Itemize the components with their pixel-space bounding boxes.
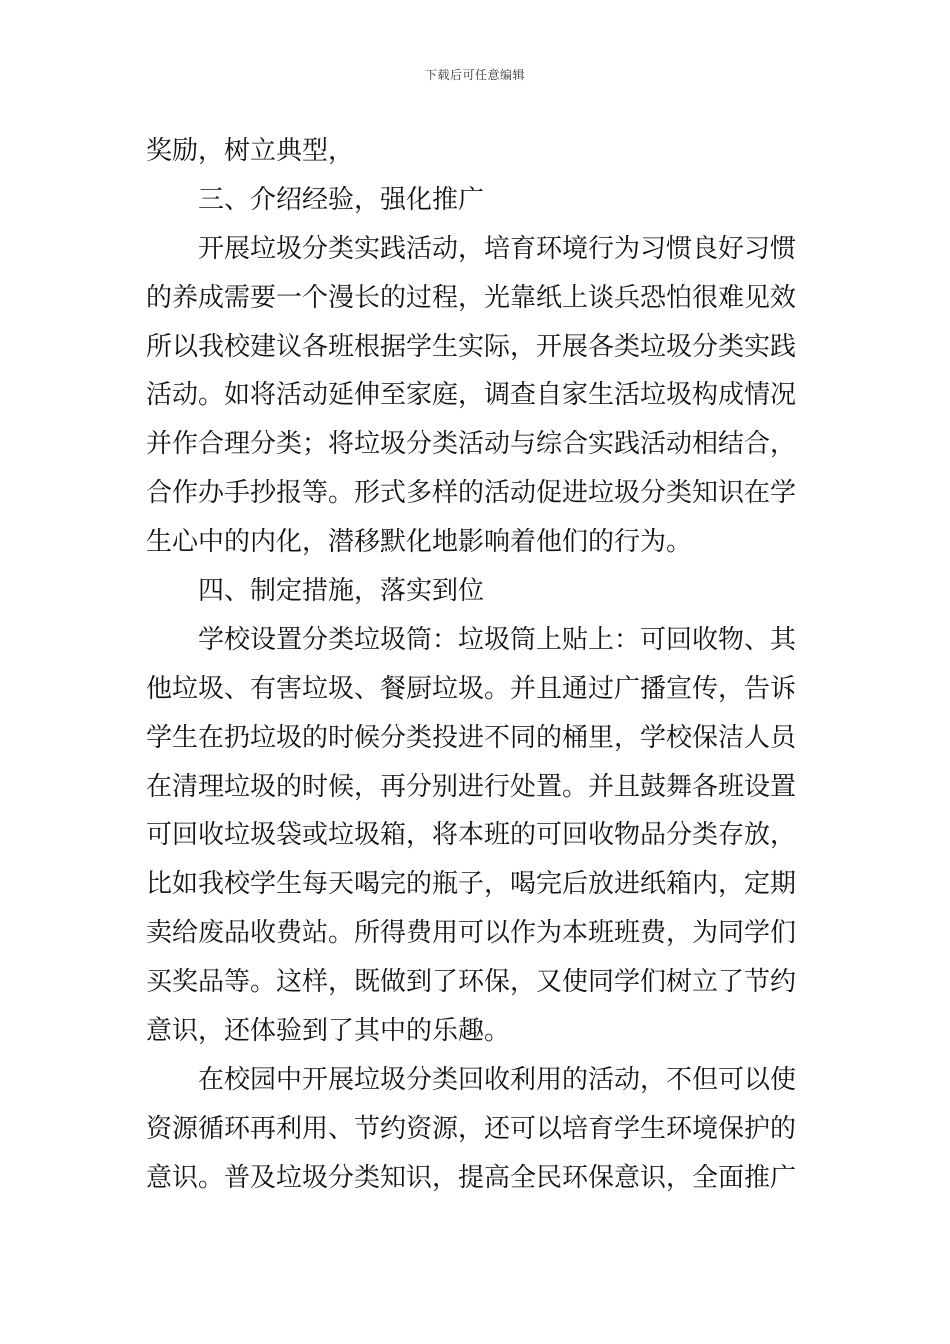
text-line: 意识。普及垃圾分类知识，提高全民环保意识，全面推广	[146, 1162, 797, 1193]
text-line: 买奖品等。这样，既做到了环保，又使同学们树立了节约	[146, 967, 797, 998]
text-line: 卖给废品收费站。所得费用可以作为本班班费，为同学们	[146, 918, 797, 949]
text-line: 活动。如将活动延伸至家庭，调查自家生活垃圾构成情况	[146, 380, 797, 411]
text-line: 四、制定措施，落实到位	[198, 576, 485, 607]
text-line: 他垃圾、有害垃圾、餐厨垃圾。并且通过广播宣传，告诉	[146, 673, 797, 704]
document-body	[146, 127, 806, 1203]
text-line: 的养成需要一个漫长的过程，光靠纸上谈兵恐怕很难见效	[146, 282, 797, 313]
text-line: 资源循环再利用、节约资源，还可以培育学生环境保护的	[146, 1113, 797, 1144]
text-line: 可回收垃圾袋或垃圾箱，将本班的可回收物品分类存放，	[146, 820, 797, 851]
text-line: 比如我校学生每天喝完的瓶子，喝完后放进纸箱内，定期	[146, 869, 797, 900]
text-line: 生心中的内化，潜移默化地影响着他们的行为。	[146, 527, 693, 558]
text-line: 合作办手抄报等。形式多样的活动促进垃圾分类知识在学	[146, 478, 797, 509]
text-line: 奖励，树立典型，	[146, 136, 355, 166]
text-line: 学校设置分类垃圾筒：垃圾筒上贴上：可回收物、其	[198, 624, 797, 655]
text-line: 三、介绍经验，强化推广	[198, 184, 485, 215]
page-header: 下载后可任意编辑	[424, 68, 525, 82]
text-line: 在清理垃圾的时候，再分别进行处置。并且鼓舞各班设置	[146, 771, 797, 802]
text-line: 所以我校建议各班根据学生实际，开展各类垃圾分类实践	[146, 331, 797, 362]
text-line: 学生在扔垃圾的时候分类投进不同的桶里，学校保洁人员	[146, 722, 797, 753]
text-line: 意识，还体验到了其中的乐趣。	[146, 1016, 511, 1047]
text-line: 并作合理分类；将垃圾分类活动与综合实践活动相结合，	[146, 429, 797, 460]
text-line: 开展垃圾分类实践活动，培育环境行为习惯良好习惯	[198, 233, 797, 264]
text-line: 在校园中开展垃圾分类回收利用的活动，不但可以使	[198, 1064, 797, 1095]
